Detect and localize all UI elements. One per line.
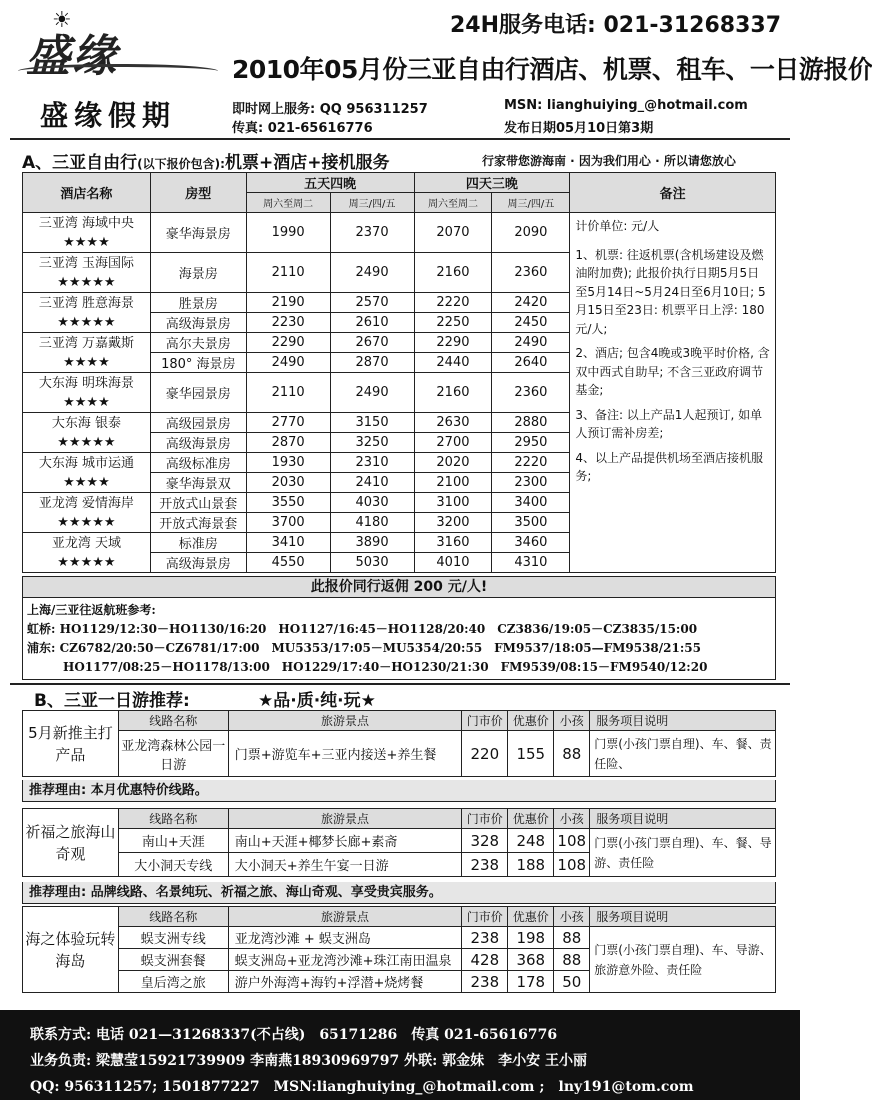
- price-cell: 2100: [414, 473, 492, 493]
- tour-discount: 188: [508, 853, 554, 877]
- company-logo: [8, 6, 223, 132]
- logo-swoosh: [18, 64, 218, 78]
- tour-name: 亚龙湾森林公园一日游: [118, 731, 228, 777]
- msn-contact: MSN: lianghuiying_@hotmail.com: [504, 98, 748, 113]
- price-cell: 2370: [330, 213, 414, 253]
- section-a-label: A、三亚自由行: [22, 153, 138, 173]
- room-type: 高级海景房: [150, 313, 246, 333]
- price-cell: 2440: [414, 353, 492, 373]
- hotel-name-cell: [23, 453, 151, 493]
- section-b-title: [34, 686, 376, 711]
- tour-spots: 南山+天涯+椰梦长廊+素斋: [228, 829, 462, 853]
- issue-date: 发布日期05月10日第3期: [504, 121, 654, 136]
- logo-subtitle: 盛缘假期: [40, 99, 177, 132]
- recommend-reason: 推荐理由: 品牌线路、名景纯玩、祈福之旅、海山奇观、享受贵宾服务。: [22, 882, 776, 904]
- flight-line: 浦东: CZ6782/20:50－CZ6781/17:00 MU5353/17:05－MU5354/20:55 FM9537/18:05—FM9538/21:55: [27, 641, 701, 655]
- tour-service: 门票(小孩门票自理)、车、导游、旅游意外险、责任险: [590, 927, 776, 993]
- header-service: 服务项目说明: [590, 907, 776, 927]
- contact-line-1: [232, 98, 748, 117]
- price-cell: 2490: [330, 253, 414, 293]
- price-cell: 2110: [246, 373, 330, 413]
- hotel-name: 三亚湾 胜意海景: [38, 295, 134, 311]
- tour-child: 108: [554, 853, 590, 877]
- hotel-stars: ★★★★: [63, 234, 110, 250]
- header-child: 小孩: [554, 907, 590, 927]
- tour-row: [23, 829, 776, 853]
- price-cell: 2420: [492, 293, 570, 313]
- price-cell: 2770: [246, 413, 330, 433]
- note-item: 1、机票: 往返机票(含机场建设及燃油附加费); 此报价执行日期5月5日至5月14日~5月24日至6月10日; 5月15日至23日: 机票平日上浮: 180元/人;: [575, 247, 766, 336]
- tour-spots: 亚龙湾沙滩 + 蜈支洲岛: [228, 927, 462, 949]
- price-cell: 4310: [492, 553, 570, 573]
- price-cell: 2290: [414, 333, 492, 353]
- tour-gate: 220: [462, 731, 508, 777]
- footer-line: 业务负责: 梁慧莹15921739909 李南燕18930969797 外联: 郭金妹 李小安 王小丽: [30, 1053, 588, 1069]
- tour-spots: 门票+游览车+三亚内接送+养生餐: [228, 731, 462, 777]
- hotel-stars: ★★★★: [63, 354, 110, 370]
- col-weekday: 周三/四/五: [330, 193, 414, 213]
- tour-table: [22, 906, 776, 993]
- section-a-tail: 机票+酒店+接机服务: [224, 153, 390, 173]
- notes-cell: [570, 213, 776, 573]
- hotel-stars: ★★★★: [63, 474, 110, 490]
- header-discount: 优惠价: [508, 907, 554, 927]
- hotel-price-table: [22, 172, 776, 573]
- tour-group-label: 祈福之旅海山奇观: [23, 809, 119, 877]
- note-item: 4、以上产品提供机场至酒店接机服务;: [575, 450, 763, 483]
- hotel-name-cell: [23, 213, 151, 253]
- hotel-name-cell: [23, 333, 151, 373]
- price-cell: 3200: [414, 513, 492, 533]
- tour-child: 108: [554, 829, 590, 853]
- price-cell: 3150: [330, 413, 414, 433]
- room-type: 豪华海景双: [150, 473, 246, 493]
- flight-line: HO1177/08:25－HO1178/13:00 HO1229/17:40－HO1230/21:30 FM9539/08:15－FM9540/12:20: [27, 660, 708, 674]
- sun-icon: ☀: [52, 8, 72, 33]
- price-cell: 2360: [492, 253, 570, 293]
- room-type: 高级海景房: [150, 553, 246, 573]
- tour-discount: 155: [508, 731, 554, 777]
- price-cell: 2880: [492, 413, 570, 433]
- fax-contact: 传真: 021-65616776: [232, 121, 373, 136]
- table-row: [23, 213, 776, 253]
- price-cell: 3100: [414, 493, 492, 513]
- hotel-name: 亚龙湾 天域: [51, 535, 121, 551]
- hotel-name: 大东海 城市运通: [38, 455, 134, 471]
- tour-service: 门票(小孩门票自理)、车、餐、导游、责任险: [590, 829, 776, 877]
- price-cell: 2630: [414, 413, 492, 433]
- price-cell: 2870: [330, 353, 414, 373]
- hotel-name: 大东海 银泰: [51, 415, 121, 431]
- tour-child: 88: [554, 927, 590, 949]
- tour-child: 88: [554, 949, 590, 971]
- recommend-reason: 推荐理由: 本月优惠特价线路。: [22, 780, 776, 802]
- price-cell: 4010: [414, 553, 492, 573]
- hotel-name-cell: [23, 373, 151, 413]
- price-cell: 3890: [330, 533, 414, 553]
- tour-discount: 368: [508, 949, 554, 971]
- hotel-name-cell: [23, 413, 151, 453]
- price-cell: 2610: [330, 313, 414, 333]
- price-cell: 2220: [492, 453, 570, 473]
- col-weekend: 周六至周二: [246, 193, 330, 213]
- qq-contact: 即时网上服务: QQ 956311257: [232, 102, 428, 117]
- header-spots: 旅游景点: [228, 711, 462, 731]
- tour-table: [22, 808, 776, 877]
- tour-gate: 238: [462, 853, 508, 877]
- header-route: 线路名称: [118, 907, 228, 927]
- price-cell: 2290: [246, 333, 330, 353]
- hotel-stars: ★★★★★: [57, 274, 116, 290]
- price-cell: 3160: [414, 533, 492, 553]
- price-cell: 2300: [492, 473, 570, 493]
- tour-child: 50: [554, 971, 590, 993]
- tour-group-label: 5月新推主打产品: [23, 711, 119, 777]
- price-cell: 2950: [492, 433, 570, 453]
- price-cell: 3700: [246, 513, 330, 533]
- tour-name: 南山+天涯: [118, 829, 228, 853]
- note-item: 3、备注: 以上产品1人起预订, 如单人预订需补房差;: [575, 407, 763, 440]
- tour-table: [22, 710, 776, 777]
- footer-contact: [0, 1010, 800, 1100]
- footer-line: 联系方式: 电话 021—31268337(不占线) 65171286 传真 021-65616776: [30, 1027, 558, 1043]
- price-cell: 2250: [414, 313, 492, 333]
- price-cell: 2230: [246, 313, 330, 333]
- room-type: 海景房: [150, 253, 246, 293]
- room-type: 高级园景房: [150, 413, 246, 433]
- price-cell: 2090: [492, 213, 570, 253]
- price-cell: 2110: [246, 253, 330, 293]
- rebate-banner: 此报价同行返佣 200 元/人!: [22, 576, 776, 598]
- room-type: 标准房: [150, 533, 246, 553]
- price-cell: 1990: [246, 213, 330, 253]
- tour-name: 蜈支洲套餐: [118, 949, 228, 971]
- tour-header-row: [23, 907, 776, 927]
- tour-service: 门票(小孩门票自理)、车、餐、责任险、: [590, 731, 776, 777]
- logo-calligraphy: 盛缘: [26, 31, 118, 82]
- tour-header-row: [23, 809, 776, 829]
- header-route: 线路名称: [118, 711, 228, 731]
- col-weekend: 周六至周二: [414, 193, 492, 213]
- hotel-name: 三亚湾 万嘉戴斯: [38, 335, 134, 351]
- price-cell: 2160: [414, 253, 492, 293]
- room-type: 开放式海景套: [150, 513, 246, 533]
- note-item: 计价单位: 元/人: [575, 219, 660, 233]
- tour-child: 88: [554, 731, 590, 777]
- hotel-name: 三亚湾 玉海国际: [38, 255, 134, 271]
- hotel-name-cell: [23, 253, 151, 293]
- contact-line-2: [232, 117, 654, 136]
- room-type: 开放式山景套: [150, 493, 246, 513]
- price-cell: 4030: [330, 493, 414, 513]
- col-note: 备注: [570, 173, 776, 213]
- tour-name: 蜈支洲专线: [118, 927, 228, 949]
- price-cell: 2410: [330, 473, 414, 493]
- price-cell: 2700: [414, 433, 492, 453]
- price-cell: 2220: [414, 293, 492, 313]
- price-cell: 2640: [492, 353, 570, 373]
- price-cell: 2670: [330, 333, 414, 353]
- tour-gate: 328: [462, 829, 508, 853]
- price-cell: 2310: [330, 453, 414, 473]
- price-cell: 2070: [414, 213, 492, 253]
- room-type: 180° 海景房: [150, 353, 246, 373]
- tour-gate: 238: [462, 971, 508, 993]
- price-cell: 2450: [492, 313, 570, 333]
- hotel-stars: ★★★★: [63, 394, 110, 410]
- tour-group-label: 海之体验玩转海岛: [23, 907, 119, 993]
- tour-spots: 蜈支洲岛+亚龙湾沙滩+珠江南田温泉: [228, 949, 462, 971]
- header-spots: 旅游景点: [228, 907, 462, 927]
- tour-row: [23, 927, 776, 949]
- header-discount: 优惠价: [508, 809, 554, 829]
- flight-reference: [22, 598, 776, 680]
- price-cell: 2490: [492, 333, 570, 353]
- note-item: 2、酒店; 包含4晚或3晚平时价格, 含双中西式自助早; 不含三亚政府调节基金;: [575, 346, 770, 397]
- price-cell: 2360: [492, 373, 570, 413]
- header-route: 线路名称: [118, 809, 228, 829]
- price-cell: 2570: [330, 293, 414, 313]
- tour-gate: 238: [462, 927, 508, 949]
- hotel-name: 亚龙湾 爱情海岸: [38, 495, 134, 511]
- room-type: 高级海景房: [150, 433, 246, 453]
- hotel-name: 三亚湾 海域中央: [38, 215, 134, 231]
- hotel-name-cell: [23, 293, 151, 333]
- price-cell: 4550: [246, 553, 330, 573]
- hotel-stars: ★★★★★: [57, 314, 116, 330]
- price-cell: 3400: [492, 493, 570, 513]
- table-header-row: [23, 173, 776, 193]
- price-cell: 2490: [330, 373, 414, 413]
- hotel-name-cell: [23, 493, 151, 533]
- hotel-stars: ★★★★★: [57, 514, 116, 530]
- tour-name: 大小洞天专线: [118, 853, 228, 877]
- header-divider: [10, 138, 790, 140]
- section-b-label: B、三亚一日游推荐:: [34, 691, 190, 711]
- price-cell: 2160: [414, 373, 492, 413]
- price-cell: 3410: [246, 533, 330, 553]
- section-b-slogan: ★品·质·纯·玩★: [258, 691, 376, 711]
- col-weekday: 周三/四/五: [492, 193, 570, 213]
- hotel-name-cell: [23, 533, 151, 573]
- price-cell: 3500: [492, 513, 570, 533]
- section-a-tagline: 行家带您游海南 · 因为我们用心 · 所以请您放心: [482, 154, 736, 168]
- price-cell: 4180: [330, 513, 414, 533]
- hotel-name: 大东海 明珠海景: [38, 375, 134, 391]
- header-child: 小孩: [554, 809, 590, 829]
- col-five-days: 五天四晚: [246, 173, 414, 193]
- header-child: 小孩: [554, 711, 590, 731]
- price-cell: 2020: [414, 453, 492, 473]
- price-cell: 2190: [246, 293, 330, 313]
- room-type: 豪华园景房: [150, 373, 246, 413]
- price-cell: 2030: [246, 473, 330, 493]
- page-title: 2010年05月份三亚自由行酒店、机票、租车、一日游报价: [232, 55, 872, 84]
- header-gate: 门市价: [462, 907, 508, 927]
- room-type: 高级标准房: [150, 453, 246, 473]
- hotline: 24H服务电话: 021-31268337: [450, 13, 781, 38]
- flight-line: 虹桥: HO1129/12:30－HO1130/16:20 HO1127/16:45－HO1128/20:40 CZ3836/19:05－CZ3835/15:00: [27, 622, 698, 636]
- section-a-small: (以下报价包含):: [137, 157, 225, 171]
- room-type: 豪华海景房: [150, 213, 246, 253]
- price-cell: 2490: [246, 353, 330, 373]
- tour-name: 皇后湾之旅: [118, 971, 228, 993]
- col-hotel: 酒店名称: [23, 173, 151, 213]
- price-cell: 1930: [246, 453, 330, 473]
- hotel-stars: ★★★★★: [57, 554, 116, 570]
- tour-discount: 248: [508, 829, 554, 853]
- header-gate: 门市价: [462, 809, 508, 829]
- header-spots: 旅游景点: [228, 809, 462, 829]
- tour-spots: 大小洞天+养生午宴一日游: [228, 853, 462, 877]
- header-service: 服务项目说明: [590, 809, 776, 829]
- footer-line: QQ: 956311257; 1501877227 MSN:lianghuiying_@hotmail.com ; lny191@tom.com: [30, 1079, 694, 1095]
- tour-discount: 178: [508, 971, 554, 993]
- section-divider: [10, 683, 790, 685]
- section-a-title: [22, 148, 736, 173]
- price-cell: 3460: [492, 533, 570, 553]
- col-four-days: 四天三晚: [414, 173, 570, 193]
- header-service: 服务项目说明: [590, 711, 776, 731]
- price-cell: 3550: [246, 493, 330, 513]
- tour-discount: 198: [508, 927, 554, 949]
- room-type: 胜景房: [150, 293, 246, 313]
- tour-row: [23, 731, 776, 777]
- room-type: 高尔夫景房: [150, 333, 246, 353]
- price-cell: 3250: [330, 433, 414, 453]
- price-cell: 2870: [246, 433, 330, 453]
- tour-gate: 428: [462, 949, 508, 971]
- tour-header-row: [23, 711, 776, 731]
- header-gate: 门市价: [462, 711, 508, 731]
- hotel-stars: ★★★★★: [57, 434, 116, 450]
- flights-title: 上海/三亚往返航班参考:: [27, 603, 156, 617]
- price-cell: 5030: [330, 553, 414, 573]
- header-discount: 优惠价: [508, 711, 554, 731]
- col-room: 房型: [150, 173, 246, 213]
- tour-spots: 游户外海湾+海钓+浮潜+烧烤餐: [228, 971, 462, 993]
